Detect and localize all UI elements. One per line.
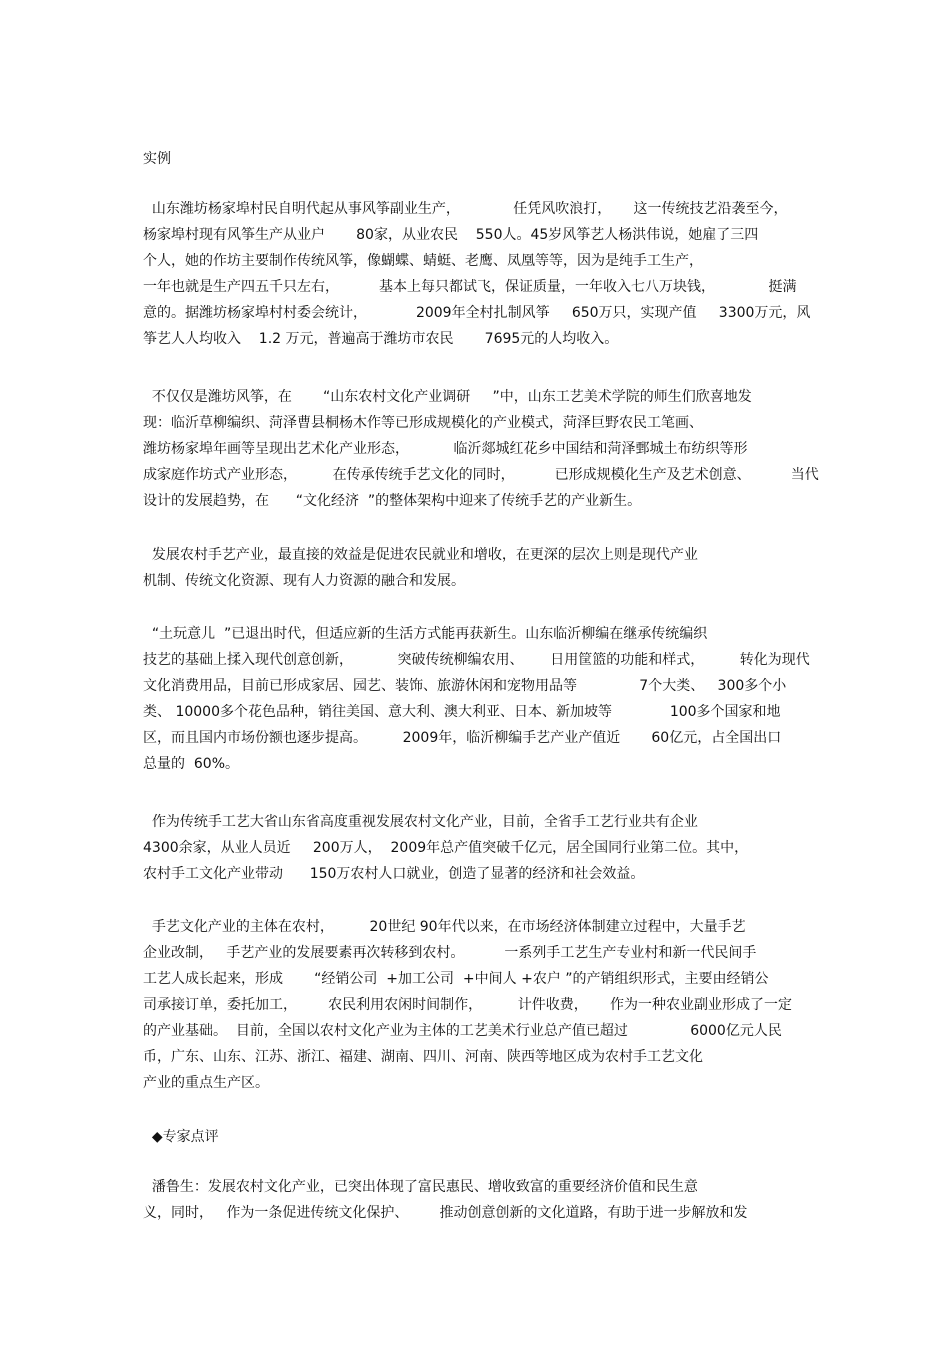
- paragraph-6-line: 币，广东、山东、江苏、浙江、福建、湖南、四川、河南、陕西等地区成为农村手工艺文化: [143, 1049, 703, 1065]
- paragraph-4-line: 类、 10000多个花色品种，销往美国、意大利、澳大利亚、日本、新加坡等 100多个国家和地: [143, 704, 781, 720]
- paragraph-6-line: 企业改制， 手艺产业的发展要素再次转移到农村。 一系列手工艺生产专业村和新一代民间手: [143, 945, 757, 961]
- paragraph-3-line: 机制、传统文化资源、现有人力资源的融合和发展。: [143, 573, 465, 589]
- paragraph-4-line: 技艺的基础上揉入现代创意创新， 突破传统柳编农用、 日用筐篮的功能和样式， 转化为现代: [143, 652, 810, 668]
- paragraph-6-line: 的产业基础。 目前，全国以农村文化产业为主体的工艺美术行业总产值已超过 6000亿元人民: [143, 1023, 782, 1039]
- paragraph-4-line: 区，而且国内市场份额也逐步提高。 2009年，临沂柳编手艺产业产值近 60亿元，占全国出口: [143, 730, 782, 746]
- paragraph-6-line: 手艺文化产业的主体在农村， 20世纪 90年代以来，在市场经济体制建立过程中，大量手艺: [143, 919, 746, 935]
- paragraph-1-line: 杨家埠村现有风筝生产从业户 80家，从业农民 550人。45岁风筝艺人杨洪伟说，她雇了三四: [143, 227, 759, 243]
- paragraph-2-line: 设计的发展趋势，在 “文化经济 ”的整体架构中迎来了传统手艺的产业新生。: [143, 493, 642, 509]
- paragraph-1-line: 山东潍坊杨家埠村民自明代起从事风筝副业生产， 任凭风吹浪打， 这一传统技艺沿袭至今，: [143, 201, 788, 217]
- paragraph-6-line: 产业的重点生产区。: [143, 1075, 269, 1091]
- paragraph-2-line: 潍坊杨家埠年画等呈现出艺术化产业形态， 临沂郯城红花乡中国结和菏泽鄄城土布纺织等形: [143, 441, 748, 457]
- section-title: 实例: [143, 151, 171, 167]
- paragraph-5-line: 农村手工文化产业带动 150万农村人口就业，创造了显著的经济和社会效益。: [143, 866, 645, 882]
- paragraph-5-line: 作为传统手工艺大省山东省高度重视发展农村文化产业，目前，全省手工艺行业共有企业: [143, 814, 698, 830]
- paragraph-6-line: 工艺人成长起来，形成 “经销公司 +加工公司 +中间人 +农户 ”的产销组织形式，主要由经销公: [143, 971, 769, 987]
- paragraph-3-line: 发展农村手艺产业，最直接的效益是促进农民就业和增收，在更深的层次上则是现代产业: [143, 547, 698, 563]
- expert-paragraph-line: 潘鲁生：发展农村文化产业，已突出体现了富民惠民、增收致富的重要经济价值和民生意: [143, 1179, 698, 1195]
- paragraph-4-line: 总量的 60%。: [143, 756, 240, 772]
- paragraph-2-line: 现：临沂草柳编织、菏泽曹县桐杨木作等已形成规模化的产业模式，菏泽巨野农民工笔画、: [143, 415, 703, 431]
- paragraph-5-line: 4300余家，从业人员近 200万人， 2009年总产值突破千亿元，居全国同行业第二位。其中，: [143, 840, 749, 856]
- paragraph-4-line: “土玩意儿 ”已退出时代，但适应新的生活方式能再获新生。山东临沂柳编在继承传统编织: [143, 626, 708, 642]
- expert-comment-heading: ◆专家点评: [143, 1129, 219, 1145]
- paragraph-1-line: 筝艺人人均收入 1.2 万元，普遍高于潍坊市农民 7695元的人均收入。: [143, 331, 619, 347]
- paragraph-1-line: 一年也就是生产四五千只左右， 基本上每只都试飞，保证质量，一年收入七八万块钱， 挺满: [143, 279, 797, 295]
- paragraph-4-line: 文化消费用品，目前已形成家居、园艺、装饰、旅游休闲和宠物用品等 7个大类、 300多个小: [143, 678, 787, 694]
- paragraph-2-line: 成家庭作坊式产业形态， 在传承传统手艺文化的同时， 已形成规模化生产及艺术创意、 当代: [143, 467, 819, 483]
- paragraph-1-line: 个人，她的作坊主要制作传统风筝，像蝴蝶、蜻蜓、老鹰、凤凰等等，因为是纯手工生产，: [143, 253, 703, 269]
- paragraph-1-line: 意的。据潍坊杨家埠村村委会统计， 2009年全村扎制风筝 650万只，实现产值 3300万元，风: [143, 305, 811, 321]
- paragraph-6-line: 司承接订单，委托加工， 农民利用农闲时间制作， 计件收费， 作为一种农业副业形成了一定: [143, 997, 793, 1013]
- expert-paragraph-line: 义，同时， 作为一条促进传统文化保护、 推动创意创新的文化道路，有助于进一步解放和发: [143, 1205, 748, 1221]
- paragraph-2-line: 不仅仅是潍坊风筝，在 “山东农村文化产业调研 ”中，山东工艺美术学院的师生们欣喜地发: [143, 389, 752, 405]
